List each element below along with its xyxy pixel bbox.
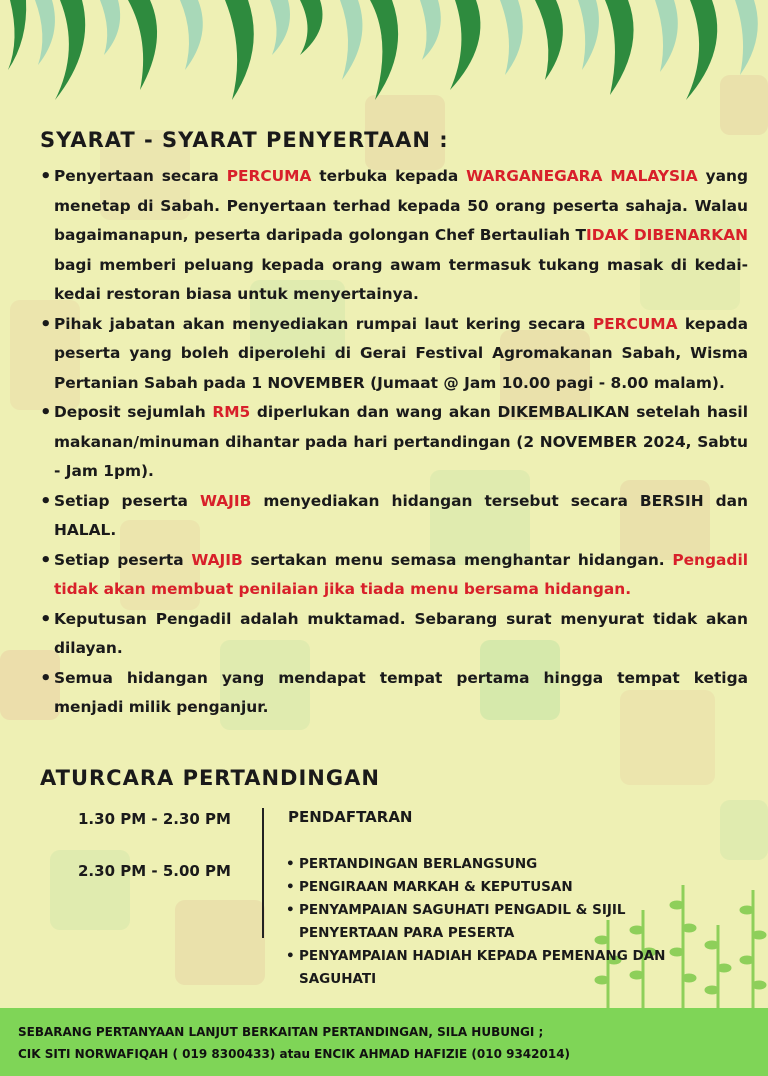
rule-text: menyediakan hidangan tersebut secara BERSIH dan HALAL. [54,491,748,539]
rule-highlight: RM5 [212,403,251,421]
footer-line-2: CIK SITI NORWAFIQAH ( 019 8300433) atau ENCIK AHMAD HAFIZIE (010 9342014) [18,1047,571,1061]
rule-text: Pihak jabatan akan menyediakan rumpai laut kering secara [54,314,593,333]
rule-item [40,664,748,723]
schedule-title: ATURCARA PERTANDINGAN [40,766,380,790]
schedule-activity-item: • PENYAMPAIAN SAGUHATI PENGADIL & SIJIL PENYERTAAN PARA PESERTA [286,899,686,945]
rule-text: Semua hidangan yang mendapat tempat pertama hingga tempat ketiga menjadi milik penganjur. [54,668,748,716]
rule-text: kepada peserta yang boleh diperolehi di Gerai Festival Agromakanan Sabah, Wisma Pertanian Sabah pada 1 NOVEMBER (Jumaat @ Jam 10.00 pagi - 8.00 malam). [54,314,748,392]
rule-highlight: IDAK DIBENARKAN [586,226,748,244]
rule-item [40,398,748,487]
rule-text: sertakan menu semasa menghantar hidangan. [242,550,673,569]
rule-highlight: WARGANEGARA MALAYSIA [466,167,698,185]
rule-text: diperlukan dan wang akan DIKEMBALIKAN setelah hasil makanan/minuman dihantar pada hari pertandingan (2 NOVEMBER 2024, Sabtu - Jam 1pm). [54,403,748,480]
rule-highlight: PERCUMA [592,314,678,333]
rule-highlight: Pengadil tidak akan membuat penilaian jika tiada menu bersama hidangan. [54,550,748,598]
rule-highlight: WAJIB [199,491,252,510]
rules-title: SYARAT - SYARAT PENYERTAAN : [40,128,449,152]
hanging-leaves-decoration [0,0,768,110]
rule-text: yang menetap di Sabah. Penyertaan terhad kepada 50 orang peserta sahaja. Walau bagaimanapun, peserta daripada golongan Chef Bertauliah T [54,167,748,244]
rule-item [40,310,748,399]
schedule-time-1: 1.30 PM - 2.30 PM [78,810,231,828]
rule-text: Deposit sejumlah [54,403,213,421]
rule-text: Setiap peserta [54,491,200,510]
rule-text: bagi memberi peluang kepada orang awam termasuk tukang masak di kedai-kedai restoran biasa untuk menyertainya. [54,255,748,303]
rules-list [40,162,748,723]
schedule-activity-item: • PERTANDINGAN BERLANGSUNG [286,853,686,876]
footer-line-1: SEBARANG PERTANYAAN LANJUT BERKAITAN PERTANDINGAN, SILA HUBUNGI ; [18,1025,544,1039]
schedule-activity-1: PENDAFTARAN [288,808,413,826]
schedule-time-2: 2.30 PM - 5.00 PM [78,862,231,880]
rule-highlight: WAJIB [191,550,243,569]
rule-highlight: PERCUMA [226,167,312,185]
rule-item [40,162,748,310]
rule-text: Keputusan Pengadil adalah muktamad. Sebarang surat menyurat tidak akan dilayan. [54,609,748,657]
rules-section [40,128,748,723]
contact-footer [0,1008,768,1076]
rule-item [40,605,748,664]
schedule-activity-item: • PENGIRAAN MARKAH & KEPUTUSAN [286,876,686,899]
schedule-activities-list [286,853,686,991]
rule-text: Penyertaan secara [54,167,227,185]
rule-text: Setiap peserta [54,550,192,569]
rule-text: terbuka kepada [311,167,467,185]
schedule-activity-item: • PENYAMPAIAN HADIAH KEPADA PEMENANG DAN SAGUHATI [286,945,686,991]
schedule-divider [262,808,264,938]
rule-item [40,546,748,605]
rule-item [40,487,748,546]
